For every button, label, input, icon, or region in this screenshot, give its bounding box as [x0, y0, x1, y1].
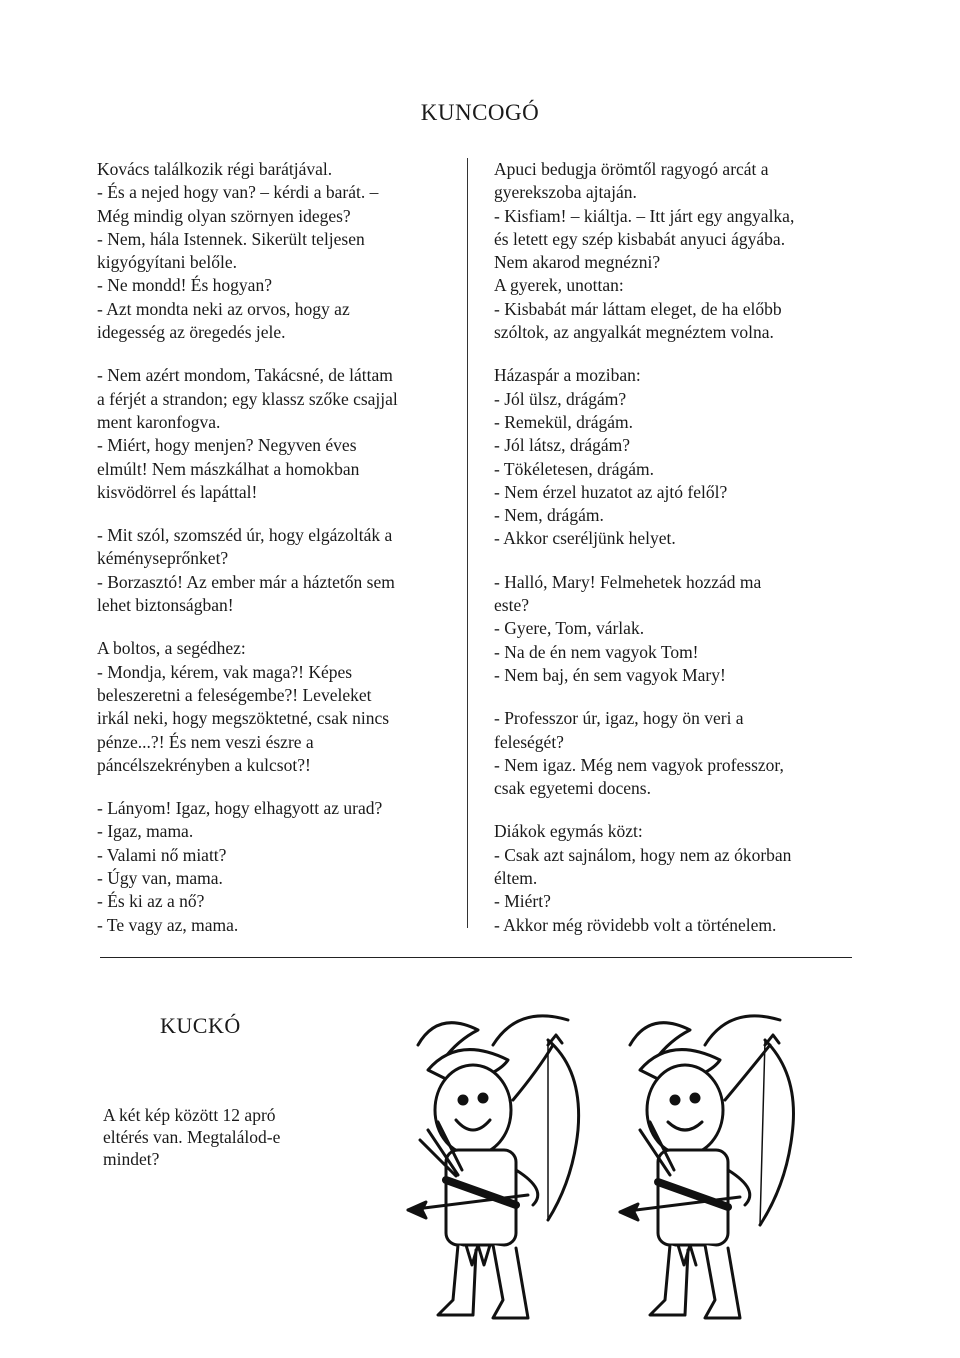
joke-line: pénze...?! És nem veszi észre a: [97, 731, 314, 752]
joke-block: [97, 364, 447, 504]
left-jokes-column: [97, 158, 447, 957]
joke-line: - És a nejed hogy van? – kérdi a barát. –: [97, 182, 379, 203]
joke-line: - Gyere, Tom, várlak.: [494, 618, 645, 639]
joke-line: - Azt mondta neki az orvos, hogy az: [97, 298, 350, 319]
joke-line: - Jól látsz, drágám?: [494, 435, 631, 456]
kucko-text-line: mindet?: [103, 1149, 160, 1169]
column-divider: [467, 158, 468, 928]
joke-line: este?: [494, 595, 529, 616]
joke-line: kisvödörrel és lapáttal!: [97, 481, 258, 502]
joke-line: Még mindig olyan szörnyen ideges?: [97, 205, 351, 226]
archer-illustration-right: [610, 1000, 810, 1335]
joke-line: lehet biztonságban!: [97, 595, 234, 616]
joke-line: szóltok, az angyalkát megnéztem volna.: [494, 322, 774, 343]
joke-line: ment karonfogva.: [97, 411, 221, 432]
joke-line: - Nem igaz. Még nem vagyok professzor,: [494, 754, 784, 775]
joke-line: - Nem, drágám.: [494, 505, 604, 526]
kucko-text-line: A két kép között 12 apró: [103, 1105, 276, 1125]
joke-line: elmúlt! Nem mászkálhat a homokban: [97, 458, 360, 479]
joke-block: [97, 524, 447, 617]
right-jokes-column: [494, 158, 854, 957]
joke-line: A boltos, a segédhez:: [97, 638, 246, 659]
joke-line: - Mondja, kérem, vak maga?! Képes: [97, 661, 353, 682]
joke-line: - És ki az a nő?: [97, 891, 205, 912]
joke-line: - Te vagy az, mama.: [97, 914, 239, 935]
joke-line: - Professzor úr, igaz, hogy ön veri a: [494, 708, 744, 729]
joke-line: éltem.: [494, 868, 538, 889]
joke-line: idegesség az öregedés jele.: [97, 322, 286, 343]
joke-line: Nem akarod megnézni?: [494, 252, 661, 273]
joke-line: - Na de én nem vagyok Tom!: [494, 641, 699, 662]
joke-line: irkál neki, hogy megszöktetné, csak nincs: [97, 708, 390, 729]
joke-block: [494, 364, 854, 550]
joke-line: - Nem baj, én sem vagyok Mary!: [494, 664, 726, 685]
joke-line: - Nem, hála Istennek. Sikerült teljesen: [97, 228, 365, 249]
joke-line: - Miért?: [494, 891, 551, 912]
joke-line: A gyerek, unottan:: [494, 275, 624, 296]
joke-line: - Borzasztó! Az ember már a háztetőn sem: [97, 571, 395, 592]
kucko-text-line: eltérés van. Megtalálod-e: [103, 1127, 281, 1147]
joke-line: - Nem érzel huzatot az ajtó felől?: [494, 481, 728, 502]
joke-line: - Úgy van, mama.: [97, 868, 223, 889]
joke-line: Kovács találkozik régi barátjával.: [97, 159, 333, 179]
archer-illustration-left: [398, 1000, 598, 1335]
joke-block: [494, 820, 854, 936]
joke-line: - Kisfiam! – kiáltja. – Itt járt egy angyalka,: [494, 205, 795, 226]
joke-line: feleségét?: [494, 731, 564, 752]
joke-line: beleszeretni a feleségembe?! Leveleket: [97, 684, 372, 705]
joke-line: - Akkor cseréljünk helyet.: [494, 528, 676, 549]
joke-line: - Miért, hogy menjen? Negyven éves: [97, 435, 357, 456]
joke-block: [494, 158, 854, 344]
joke-line: Diákok egymás közt:: [494, 821, 643, 842]
joke-block: [97, 797, 447, 937]
joke-line: - Nem azért mondom, Takácsné, de láttam: [97, 365, 393, 386]
joke-line: - Remekül, drágám.: [494, 411, 633, 432]
joke-block: [494, 571, 854, 687]
joke-line: - Csak azt sajnálom, hogy nem az ókorban: [494, 844, 792, 865]
joke-block: [97, 637, 447, 777]
joke-line: és letett egy szép kisbabát anyuci ágyába.: [494, 228, 786, 249]
joke-line: - Mit szól, szomszéd úr, hogy elgázolták a: [97, 525, 393, 546]
joke-block: [494, 707, 854, 800]
joke-line: - Ne mondd! És hogyan?: [97, 275, 272, 296]
joke-line: - Igaz, mama.: [97, 821, 194, 842]
page-title: KUNCOGÓ: [420, 100, 540, 125]
joke-line: a férjét a strandon; egy klassz szőke csajjal: [97, 388, 398, 409]
joke-line: kigyógyítani belőle.: [97, 252, 237, 273]
kucko-title: KUCKÓ: [160, 1013, 241, 1038]
joke-line: gyerekszoba ajtaján.: [494, 182, 637, 203]
joke-line: páncélszekrényben a kulcsot?!: [97, 754, 311, 775]
joke-line: csak egyetemi docens.: [494, 778, 651, 799]
joke-line: kéményseprőnket?: [97, 548, 229, 569]
joke-line: - Halló, Mary! Felmehetek hozzád ma: [494, 571, 762, 592]
kucko-instructions: [103, 1104, 353, 1170]
joke-line: - Akkor még rövidebb volt a történelem.: [494, 914, 777, 935]
joke-line: - Kisbabát már láttam eleget, de ha előbb: [494, 298, 782, 319]
joke-line: - Tökéletesen, drágám.: [494, 458, 655, 479]
joke-line: Apuci bedugja örömtől ragyogó arcát a: [494, 159, 769, 179]
section-divider: [100, 957, 852, 958]
joke-line: - Jól ülsz, drágám?: [494, 388, 627, 409]
joke-line: - Lányom! Igaz, hogy elhagyott az urad?: [97, 798, 383, 819]
joke-line: Házaspár a moziban:: [494, 365, 641, 386]
joke-block: [97, 158, 447, 344]
joke-line: - Valami nő miatt?: [97, 844, 227, 865]
